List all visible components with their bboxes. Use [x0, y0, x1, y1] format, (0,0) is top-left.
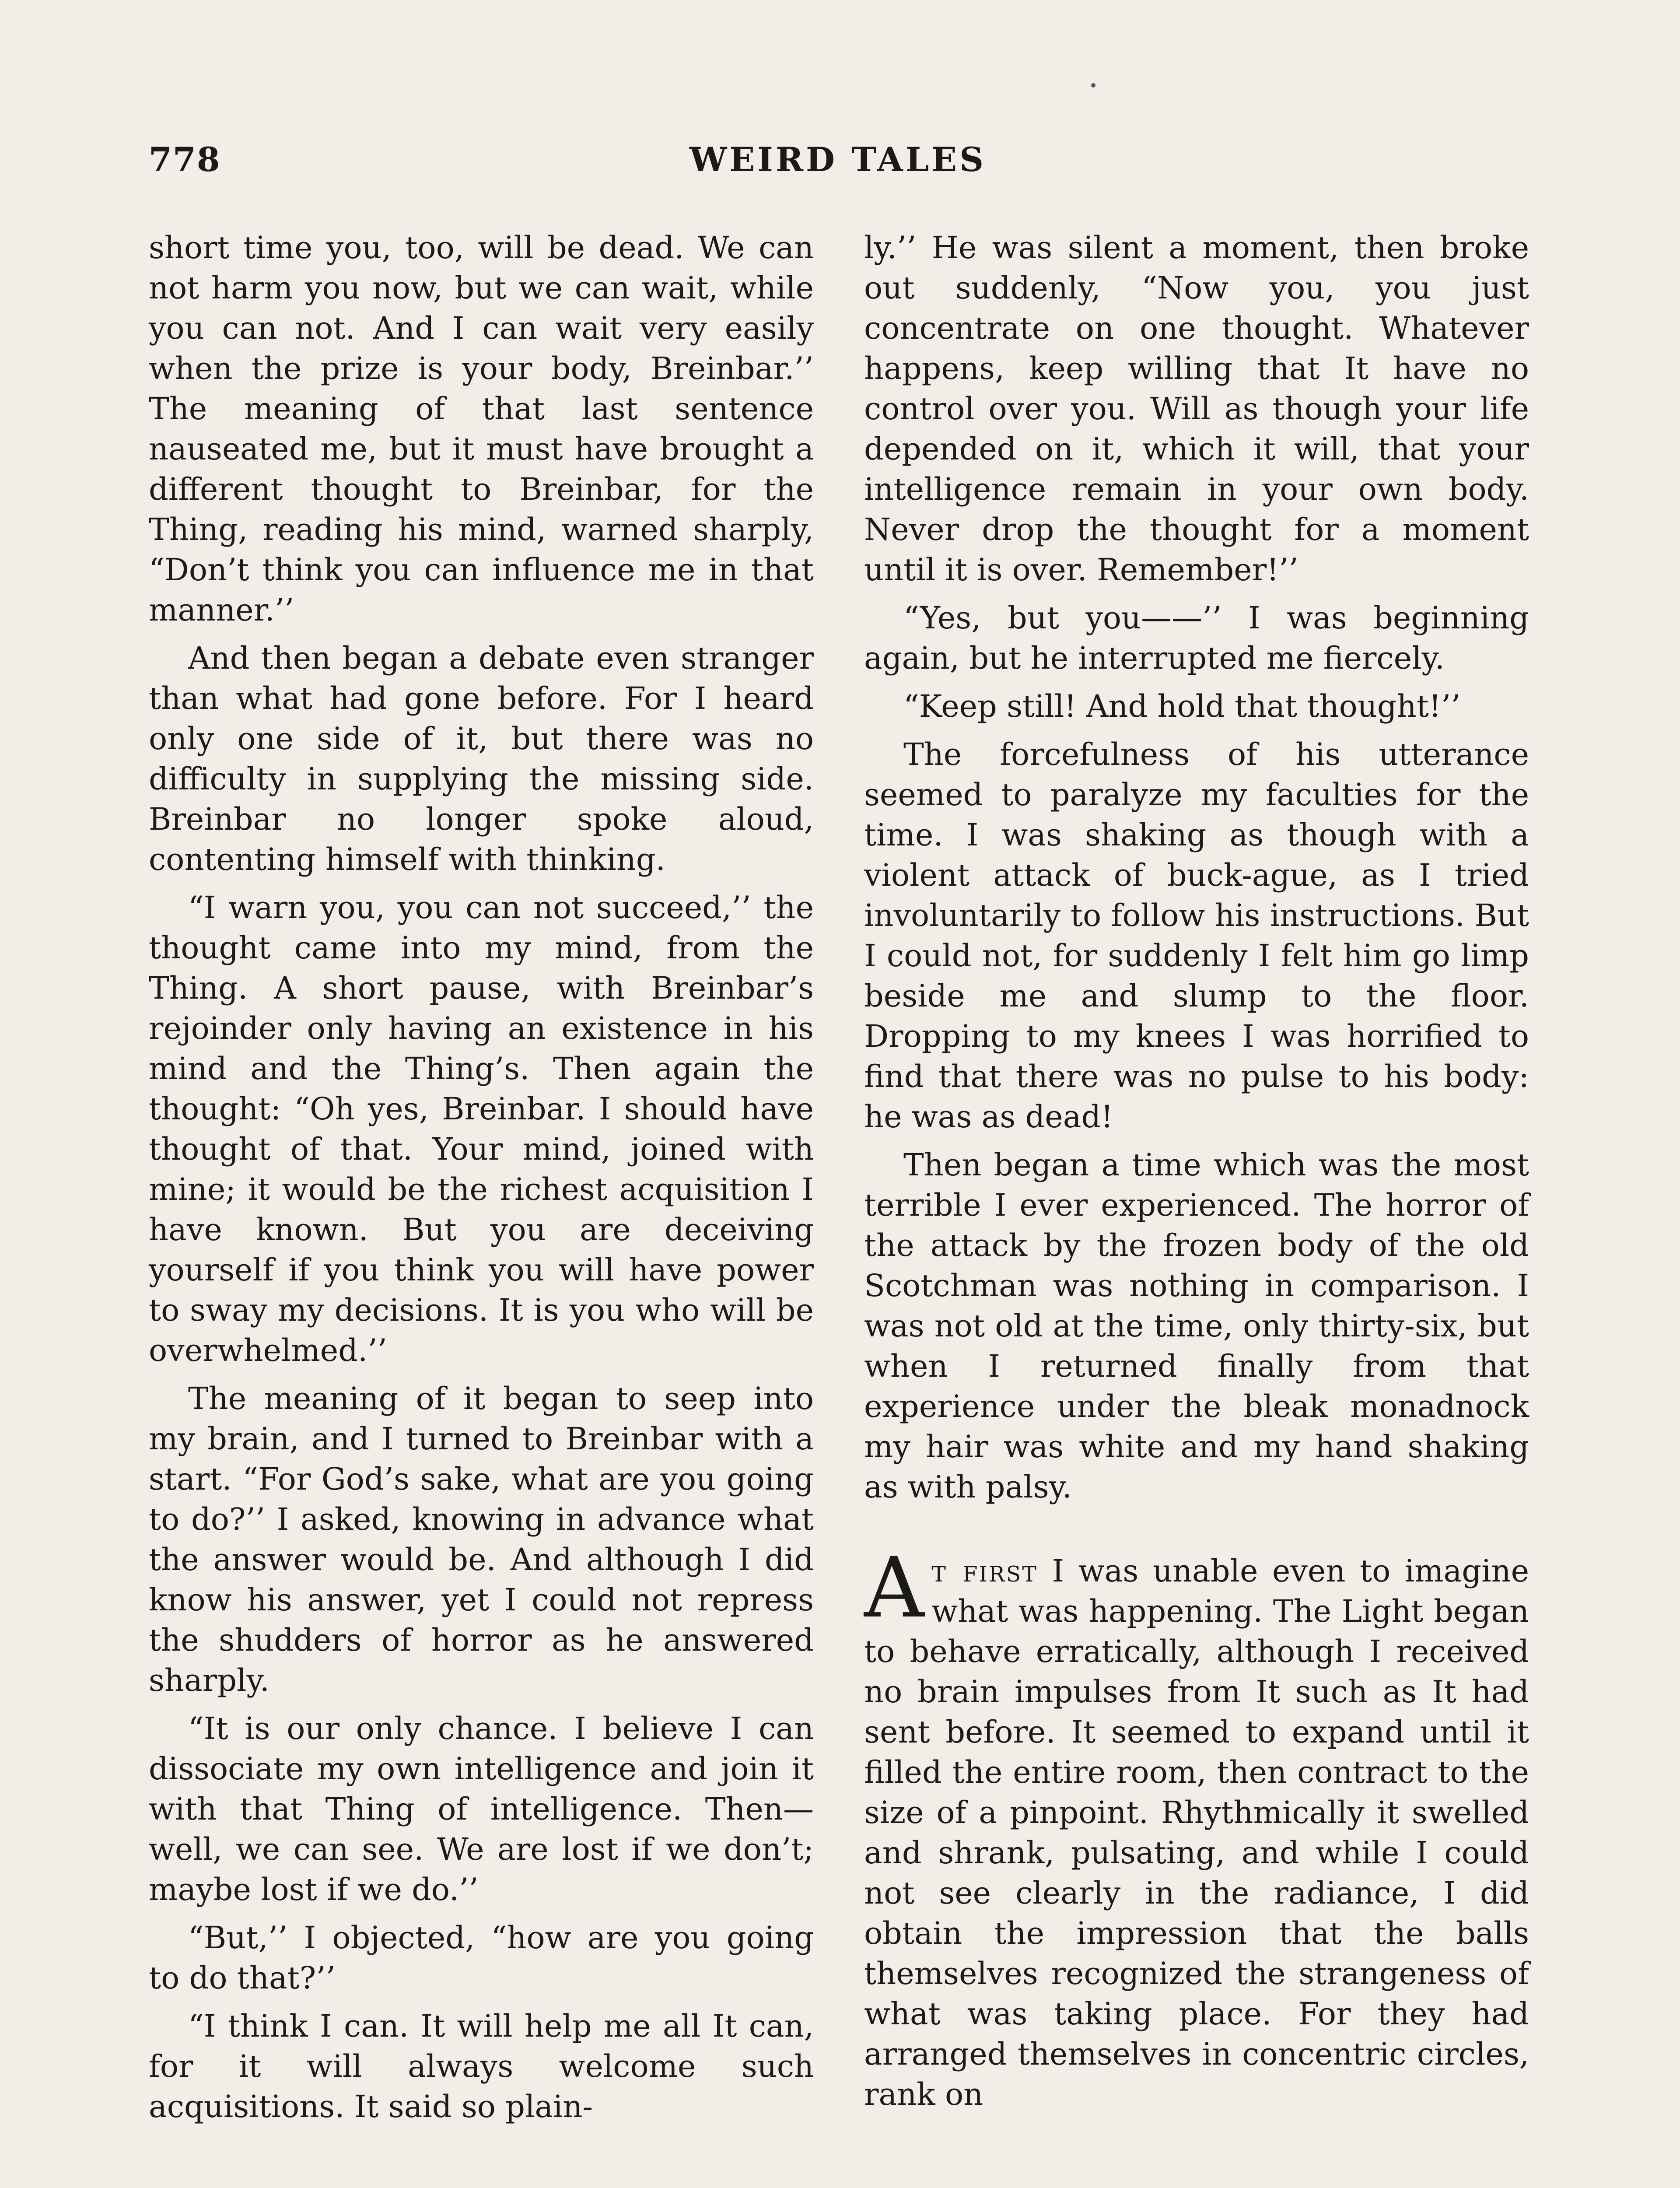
paragraph: The meaning of it began to seep into my brain, and I turned to Breinbar with a start. “For God’s sake, what are you going to do?’’ I asked, knowing in advance what the answer would be. And although I did know his answer, yet I could not repress the shudders of horror as he answered sharply.	[149, 1381, 814, 1698]
section-opening-paragraph	[864, 1539, 1530, 2114]
paragraph: “Keep still! And hold that thought!’’	[903, 688, 1461, 724]
paragraph: “But,’’ I objected, “how are you going to do that?’’	[149, 1920, 814, 1996]
page-number: 778	[149, 140, 221, 179]
paragraph: And then began a debate even stranger than what had gone before. For I heard only one side of it, but there was no difficulty in supplying the missing side. Breinbar no longer spoke aloud, contenting himself with thinking.	[149, 640, 814, 877]
paragraph: Then began a time which was the most terrible I ever experienced. The horror of the attack by the frozen body of the old Scotchman was nothing in comparison. I was not old at the time, only thirty-six, but when I returned finally from that experience under the bleak monadnock my hair was white and my hand shaking as with palsy.	[864, 1147, 1529, 1505]
page-header	[149, 131, 1527, 179]
left-column	[149, 228, 814, 2127]
paragraph: ly.’’ He was silent a moment, then broke out suddenly, “Now you, you just concentrate on one thought. Whatever happens, keep willing that It have no control over you. Will as though your life depended on it, which it will, that your intelligence remain in your own body. Never drop the thought for a moment until it is over. Remember!’’	[864, 230, 1529, 588]
paragraph: “Yes, but you——’’ I was beginning again, but he interrupted me fiercely.	[864, 600, 1529, 676]
paragraph: “It is our only chance. I believe I can dissociate my own intelligence and join it with that Thing of intelligence. Then—well, we can see. We are lost if we don’t; maybe lost if we do.’’	[149, 1711, 814, 1907]
paragraph: short time you, too, will be dead. We can not harm you now, but we can wait, while you can not. And I can wait very easily when the prize is your body, Breinbar.’’ The meaning of that last sentence nauseated me, but it must have brought a different thought to Breinbar, for the Thing, reading his mind, warned sharply, “Don’t think you can influence me in that manner.’’	[149, 230, 814, 628]
section-break	[864, 1507, 1529, 1551]
paragraph: “I warn you, you can not succeed,’’ the thought came into my mind, from the Thing. A short pause, with Breinbar’s rejoinder only having an existence in his mind and the Thing’s. Then again the thought: “Oh yes, Breinbar. I should have thought of that. Your mind, joined with mine; it would be the richest acquisition I have known. But you are deceiving yourself if you think you will have power to sway my decisions. It is you who will be overwhelmed.’’	[149, 890, 814, 1368]
section-opening-text: I was unable even to imagine what was happening. The Light began to behave erratically, although I received no brain impulses from It such as It had sent before. It seemed to expand until it filled the entire room, then contract to the size of a pinpoint. Rhythmically it swelled and shrank, pulsating, and while I could not see clearly in the radiance, I did obtain the impression that the balls themselves recognized the strangeness of what was taking place. For they had arranged themselves in concentric circles, rank on	[864, 1553, 1530, 2112]
drop-cap-opening: At first	[864, 1539, 1038, 1636]
right-column	[864, 228, 1529, 2114]
running-head: WEIRD TALES	[690, 140, 986, 179]
paragraph: The forcefulness of his utterance seemed to paralyze my faculties for the time. I was shaking as though with a violent attack of buck-ague, as I tried involuntarily to follow his instructions. But I could not, for suddenly I felt him go limp beside me and slump to the floor. Dropping to my knees I was horrified to find that there was no pulse to his body: he was as dead!	[864, 736, 1529, 1135]
paper-speck	[1091, 83, 1096, 88]
paragraph: “I think I can. It will help me all It can, for it will always welcome such acquisitions. It said so plain-	[149, 2008, 814, 2125]
